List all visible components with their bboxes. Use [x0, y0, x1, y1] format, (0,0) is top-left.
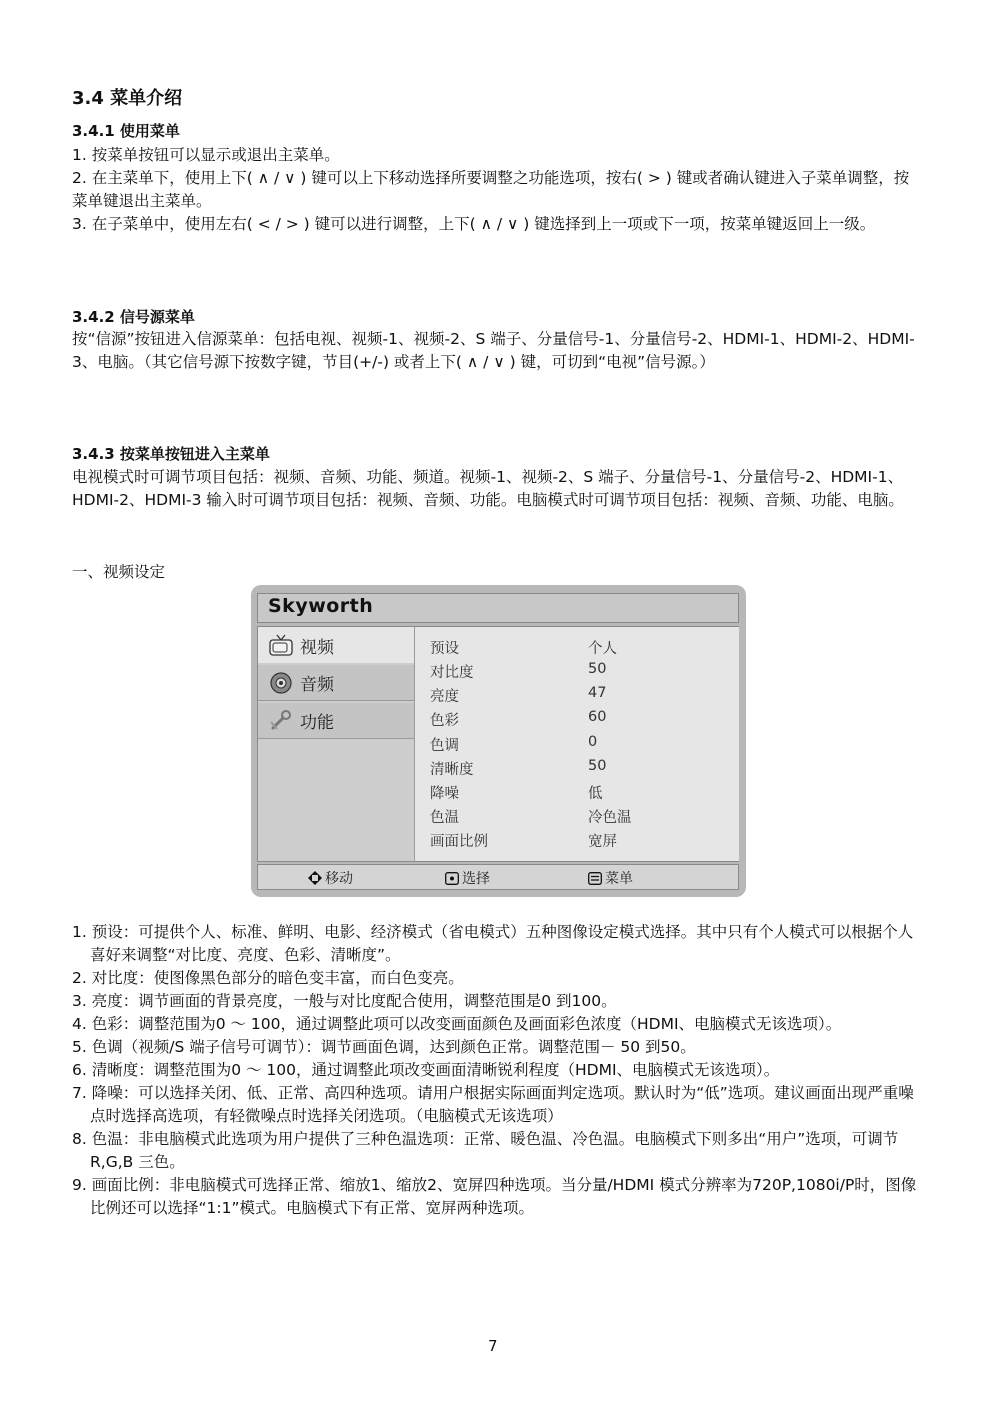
tv-icon — [268, 633, 294, 657]
footer-move — [308, 868, 353, 888]
setting-value: 50 — [588, 661, 607, 677]
setting-row[interactable] — [430, 707, 730, 731]
setting-value: 冷色温 — [588, 810, 632, 826]
use-menu-line: 2. 在主菜单下，使用上下( ∧ / ∨ ) 键可以上下移动选择所要调整之功能选项，按右( > ) 键或者确认键进入子菜单调整，按菜单键退出主菜单。 — [72, 169, 910, 210]
select-button-icon — [445, 872, 459, 885]
list-item: 5. 色调（视频/S 端子信号可调节）：调节画面色调，达到颜色正常。调整范围－ 50 到50。 — [72, 1038, 696, 1056]
setting-value: 低 — [588, 786, 603, 802]
setting-row[interactable] — [430, 780, 730, 804]
list-item: 2. 对比度：使图像黑色部分的暗色变丰富，而白色变亮。 — [72, 969, 464, 987]
setting-label: 对比度 — [430, 665, 474, 681]
footer-move-label: 移动 — [325, 871, 353, 887]
list-item: 9. 画面比例：非电脑模式可选择正常、缩放1、缩放2、宽屏四种选项。当分量/HDMI 模式分辨率为720P,1080i/P时，图像比例还可以选择“1:1”模式。电脑模式下有正常、宽屏两种选项。 — [72, 1176, 917, 1217]
tv-menu-title-bar — [257, 593, 739, 623]
skyworth-logo: Skyworth — [268, 595, 374, 617]
tab-audio[interactable] — [258, 665, 414, 701]
list-item: 4. 色彩：调整范围为0 ～ 100，通过调整此项可以改变画面颜色及画面彩色浓度（HDMI、电脑模式无该选项）。 — [72, 1015, 842, 1033]
tab-video-label: 视频 — [300, 637, 334, 658]
speaker-icon — [268, 671, 294, 695]
settings-description-list — [72, 921, 927, 1220]
setting-row[interactable] — [430, 635, 730, 659]
subsection-heading-source-menu: 3.4.2 信号源菜单 — [72, 308, 195, 326]
dpad-icon — [308, 871, 322, 885]
tv-menu-sidebar — [258, 627, 414, 861]
setting-label: 降噪 — [430, 786, 459, 802]
setting-label: 色调 — [430, 738, 459, 754]
setting-row[interactable] — [430, 683, 730, 707]
setting-value: 0 — [588, 734, 598, 750]
setting-row[interactable] — [430, 756, 730, 780]
tab-function[interactable] — [258, 703, 414, 739]
setting-value: 个人 — [588, 641, 617, 657]
main-menu-paragraph: 电视模式时可调节项目包括：视频、音频、功能、频道。视频-1、视频-2、S 端子、分量信号-1、分量信号-2、HDMI-1、HDMI-2、HDMI-3 输入时可调节项目包括：视频、音频、功能。电脑模式时可调节项目包括：视频、音频、功能、电脑。 — [72, 468, 904, 509]
tab-audio-label: 音频 — [300, 675, 334, 695]
setting-row[interactable] — [430, 659, 730, 683]
footer-select — [445, 868, 490, 888]
setting-label: 预设 — [430, 641, 459, 657]
setting-label: 色温 — [430, 810, 459, 826]
tv-menu-footer — [257, 864, 739, 890]
setting-value: 60 — [588, 709, 607, 725]
list-item: 3. 亮度：调节画面的背景亮度，一般与对比度配合使用，调整范围是0 到100。 — [72, 992, 617, 1010]
footer-select-label: 选择 — [462, 871, 490, 887]
use-menu-line: 3. 在子菜单中，使用左右( < / > ) 键可以进行调整，上下( ∧ / ∨ ) 键选择到上一项或下一项，按菜单键返回上一级。 — [72, 215, 876, 233]
section-title: 3.4 菜单介绍 — [72, 88, 183, 109]
tab-function-label: 功能 — [300, 713, 334, 733]
setting-label: 画面比例 — [430, 834, 488, 850]
tab-video[interactable] — [258, 627, 414, 663]
list-item: 6. 清晰度：调整范围为0 ～ 100，通过调整此项改变画面清晰锐利程度（HDMI、电脑模式无该选项）。 — [72, 1061, 780, 1079]
list-item: 1. 预设：可提供个人、标准、鲜明、电影、经济模式（省电模式）五种图像设定模式选择。其中只有个人模式可以根据个人喜好来调整“对比度、亮度、色彩、清晰度”。 — [72, 923, 914, 964]
footer-menu-label: 菜单 — [605, 871, 633, 887]
setting-label: 色彩 — [430, 713, 459, 729]
subsection-heading-use-menu: 3.4.1 使用菜单 — [72, 122, 180, 140]
tv-menu-settings-panel — [414, 627, 739, 861]
use-menu-line: 1. 按菜单按钮可以显示或退出主菜单。 — [72, 146, 340, 164]
footer-menu — [588, 868, 633, 888]
wrench-icon — [268, 709, 294, 733]
setting-value: 50 — [588, 758, 607, 774]
setting-value: 47 — [588, 685, 607, 701]
tv-menu-body — [257, 626, 739, 862]
list-item: 7. 降噪：可以选择关闭、低、正常、高四种选项。请用户根据实际画面判定选项。默认时为“低”选项。建议画面出现严重噪点时选择高选项，有轻微噪点时选择关闭选项。（电脑模式无该选项） — [72, 1084, 914, 1125]
list-item: 8. 色温：非电脑模式此选项为用户提供了三种色温选项：正常、暖色温、冷色温。电脑模式下则多出“用户”选项，可调节R,G,B 三色。 — [72, 1130, 899, 1171]
setting-row[interactable] — [430, 828, 730, 852]
video-settings-heading: 一、视频设定 — [72, 563, 166, 581]
setting-label: 清晰度 — [430, 762, 474, 778]
source-menu-paragraph: 按“信源”按钮进入信源菜单：包括电视、视频-1、视频-2、S 端子、分量信号-1、分量信号-2、HDMI-1、HDMI-2、HDMI-3、电脑。（其它信号源下按数字键，节目(+/-) 或者上下( ∧ / ∨ ) 键，可切到“电视”信号源。） — [72, 330, 915, 371]
tv-menu-screenshot — [251, 585, 746, 897]
setting-row[interactable] — [430, 804, 730, 828]
setting-value: 宽屏 — [588, 834, 617, 850]
use-menu-paragraph — [72, 144, 922, 236]
setting-row[interactable] — [430, 732, 730, 756]
setting-label: 亮度 — [430, 689, 459, 705]
menu-button-icon — [588, 872, 602, 885]
subsection-heading-main-menu: 3.4.3 按菜单按钮进入主菜单 — [72, 445, 270, 463]
page-number: 7 — [488, 1337, 498, 1355]
